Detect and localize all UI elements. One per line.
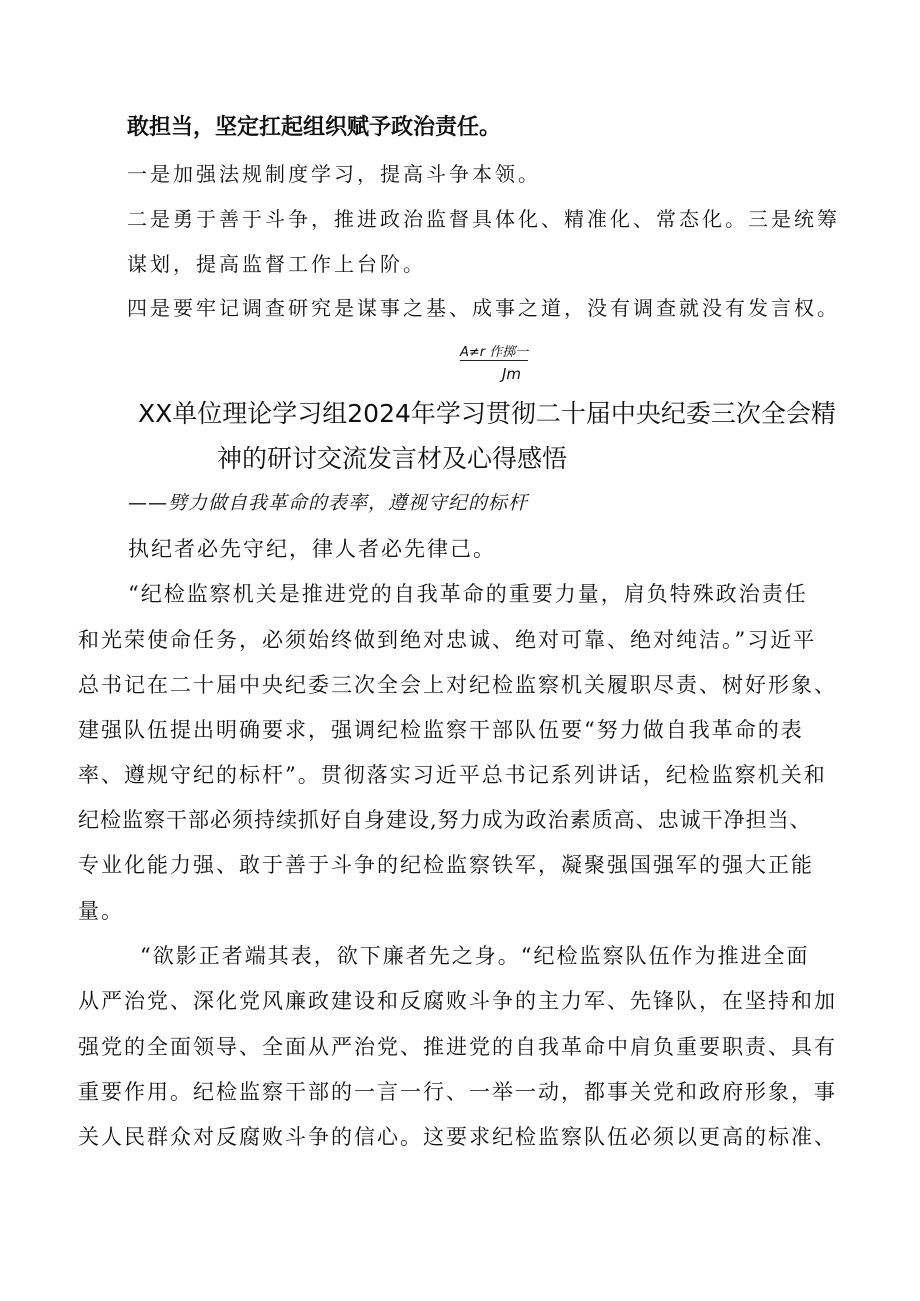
upper-line-5: 四是要牢记调查研究是谋事之基、成事之道，没有调查就没有发言权。 [127,296,840,320]
scribble-mark-top: A≠r 作掷一 [460,345,529,360]
body-line-13: 重要作用。纪检监察干部的一言一行、一举一动，都事关党和政府形象，事 [78,1080,837,1104]
body-line-10: “欲影正者端其表，欲下廉者先之身。“纪检监察队伍作为推进全面 [140,944,810,968]
body-line-12: 强党的全面领导、全面从严治党、推进党的自我革命中肩负重要职责、具有 [78,1035,837,1059]
body-line-4: 总书记在二十届中央纪委三次全会上对纪检监察机关履职尽责、树好形象、 [78,673,837,697]
doc-title-line-2: 神的研讨交流发言材及心得感悟 [217,444,568,473]
upper-line-1: 敢担当，坚定扛起组织赋予政治责任。 [127,115,502,140]
body-line-3: 和光荣使命任务，必须始终做到绝对忠诚、绝对可靠、绝对纯洁。”习近平 [78,628,817,652]
body-line-6: 率、遵规守纪的标杆”。贯彻落实习近平总书记系列讲话，纪检监察机关和 [78,763,827,787]
body-line-9: 量。 [78,899,124,923]
body-line-8: 专业化能力强、敢于善于斗争的纪检监察铁军，凝聚强国强军的强大正能 [78,853,814,877]
body-line-14: 关人民群众对反腐败斗争的信心。这要求纪检监察队伍必须以更高的标准、 [78,1125,837,1149]
doc-title-line-1: XX单位理论学习组2024年学习贯彻二十届中央纪委三次全会精 [138,399,836,428]
body-line-2: “纪检监察机关是推进党的自我革命的重要力量，肩负特殊政治责任 [128,582,808,606]
scribble-mark-bottom: Jm [502,365,522,383]
upper-line-4: 谋划，提高监督工作上台阶。 [127,252,426,276]
upper-line-3: 二是勇于善于斗争，推进政治监督具体化、精准化、常态化。三是统筹 [127,207,840,231]
doc-subtitle: ——劈力做自我革命的表率，遵视守纪的标杆 [128,492,529,514]
body-line-7: 纪检监察干部必须持续抓好自身建设,努力成为政治素质高、忠诚干净担当、 [78,808,812,832]
body-line-11: 从严治党、深化党风廉政建设和反腐败斗争的主力军、先锋队，在坚持和加 [78,989,837,1013]
body-line-1: 执纪者必先守纪，律人者必先律己。 [128,537,496,561]
body-line-5: 建强队伍提出明确要求，强调纪检监察干部队伍要“努力做自我革命的表 [78,718,804,742]
upper-line-2: 一是加强法规制度学习，提高斗争本领。 [127,162,541,186]
